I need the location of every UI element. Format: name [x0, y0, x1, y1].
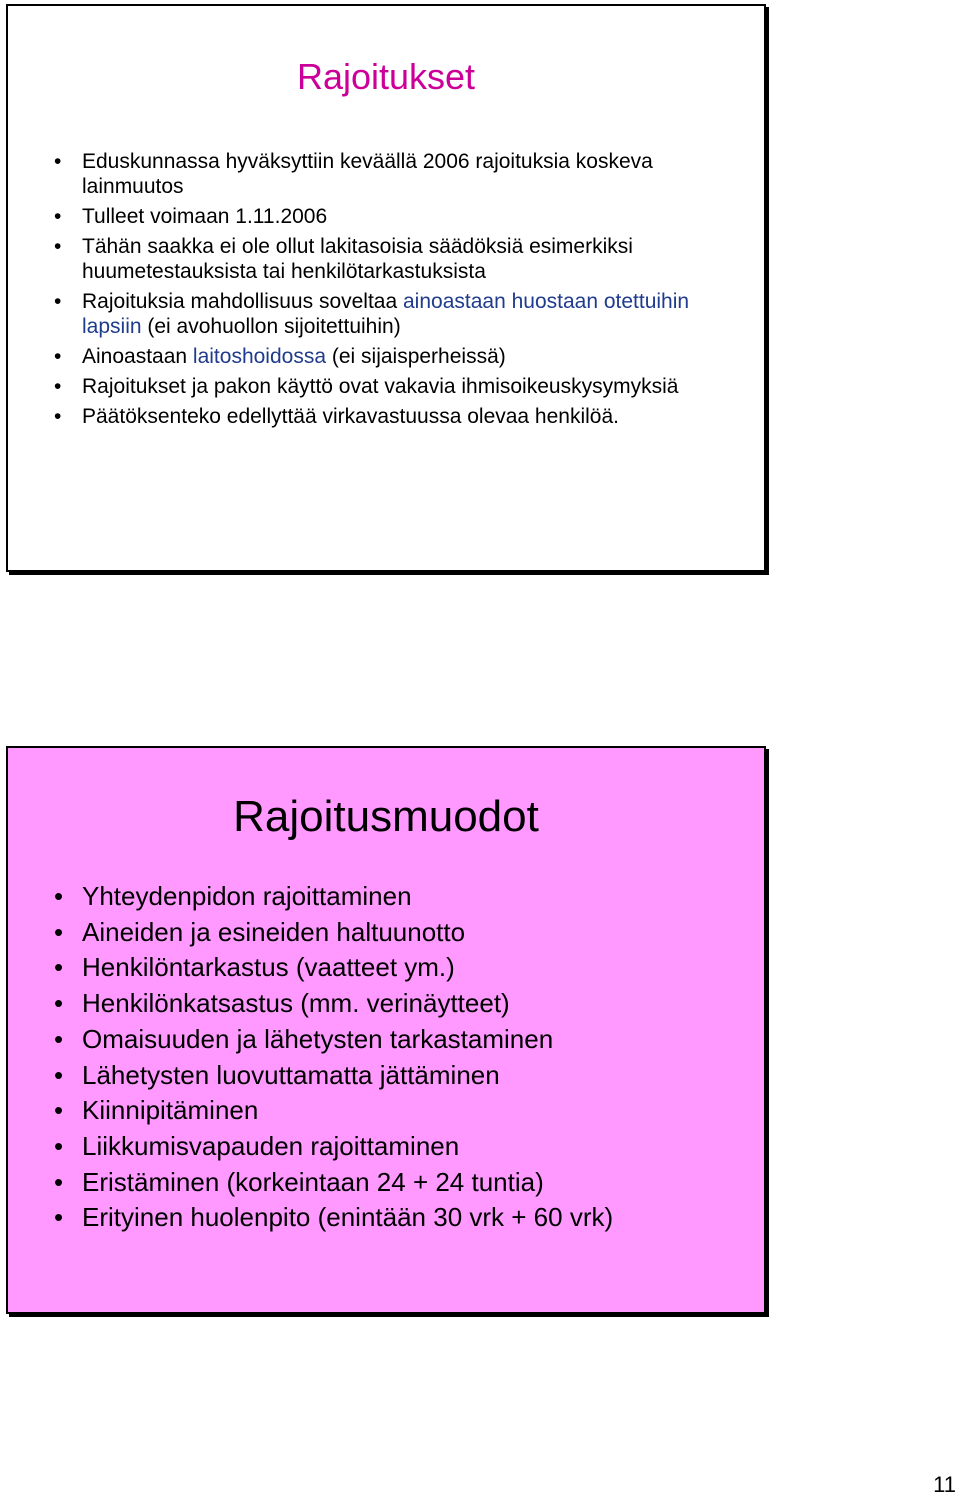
bullet-icon: •: [54, 1166, 64, 1197]
item-text: Päätöksenteko edellyttää virkavastuussa olevaa henkilöä.: [82, 405, 619, 428]
bullet-list: [52, 879, 752, 1236]
list-item: [52, 374, 732, 399]
list-item: [52, 149, 732, 199]
highlighted-text: ainoastaan huostaan otettuihin lapsiin: [82, 290, 690, 338]
list-item: [52, 1093, 752, 1129]
bullet-icon: •: [54, 235, 62, 258]
item-text: (ei sijaisperheissä): [326, 345, 506, 368]
list-item: [52, 1058, 752, 1094]
slide-title: Rajoitusmuodot: [233, 792, 539, 841]
item-text: Tulleet voimaan 1.11.2006: [82, 205, 328, 228]
item-text: Henkilöntarkastus (vaatteet ym.): [82, 952, 455, 983]
item-text: Erityinen huolenpito (enintään 30 vrk + 60 vrk): [82, 1202, 614, 1233]
bullet-icon: •: [54, 345, 62, 368]
list-item: [52, 1022, 752, 1058]
list-item: [52, 879, 752, 915]
slide-rajoitusmuodot: [6, 746, 766, 1314]
page-number: 11: [933, 1472, 956, 1497]
item-text: Tähän saakka ei ole ollut lakitasoisia säädöksiä esimerkiksi huumetestauksista tai henkilötarkastuksista: [82, 235, 633, 283]
bullet-icon: •: [54, 952, 64, 983]
list-item: [52, 950, 752, 986]
item-text: Ainoastaan: [82, 345, 193, 368]
list-item: [52, 1200, 752, 1236]
list-item: [52, 234, 732, 284]
bullet-icon: •: [54, 1130, 64, 1161]
list-item: [52, 986, 752, 1022]
slide-title: Rajoitukset: [296, 56, 476, 97]
bullet-icon: •: [54, 881, 64, 911]
list-item: [52, 404, 732, 429]
item-text: Aineiden ja esineiden haltuunotto: [82, 916, 466, 947]
item-text: (ei avohuollon sijoitettuihin): [141, 315, 401, 338]
bullet-icon: •: [54, 1023, 64, 1054]
slide-rajoitukset: [6, 4, 766, 572]
list-item: [52, 344, 732, 369]
bullet-icon: •: [54, 988, 64, 1019]
bullet-icon: •: [54, 205, 62, 228]
item-text: Rajoitukset ja pakon käyttö ovat vakavia ihmisoikeuskysymyksiä: [82, 375, 679, 398]
list-item: [52, 289, 732, 339]
list-item: [52, 915, 752, 951]
list-item: [52, 1165, 752, 1201]
highlighted-text: laitoshoidossa: [192, 345, 327, 368]
bullet-icon: •: [54, 405, 62, 428]
bullet-icon: •: [54, 916, 64, 947]
bullet-list: [52, 149, 732, 434]
item-text: Yhteydenpidon rajoittaminen: [82, 881, 412, 911]
list-item: [52, 1129, 752, 1165]
item-text: Kiinnipitäminen: [82, 1095, 259, 1126]
item-text: Lähetysten luovuttamatta jättäminen: [82, 1059, 500, 1090]
list-item: [52, 204, 732, 229]
bullet-icon: •: [54, 1059, 64, 1090]
item-text: Eristäminen (korkeintaan 24 + 24 tuntia): [82, 1166, 544, 1197]
bullet-icon: •: [54, 1202, 64, 1233]
bullet-icon: •: [54, 1095, 64, 1126]
item-text: Liikkumisvapauden rajoittaminen: [82, 1130, 460, 1161]
bullet-icon: •: [54, 375, 62, 398]
item-text: Henkilönkatsastus (mm. verinäytteet): [82, 988, 510, 1019]
item-text: Rajoituksia mahdollisuus soveltaa: [82, 290, 403, 313]
bullet-icon: •: [54, 290, 62, 313]
item-text: Eduskunnassa hyväksyttiin keväällä 2006 rajoituksia koskeva lainmuutos: [82, 150, 653, 198]
bullet-icon: •: [54, 150, 62, 173]
item-text: Omaisuuden ja lähetysten tarkastaminen: [82, 1023, 554, 1054]
